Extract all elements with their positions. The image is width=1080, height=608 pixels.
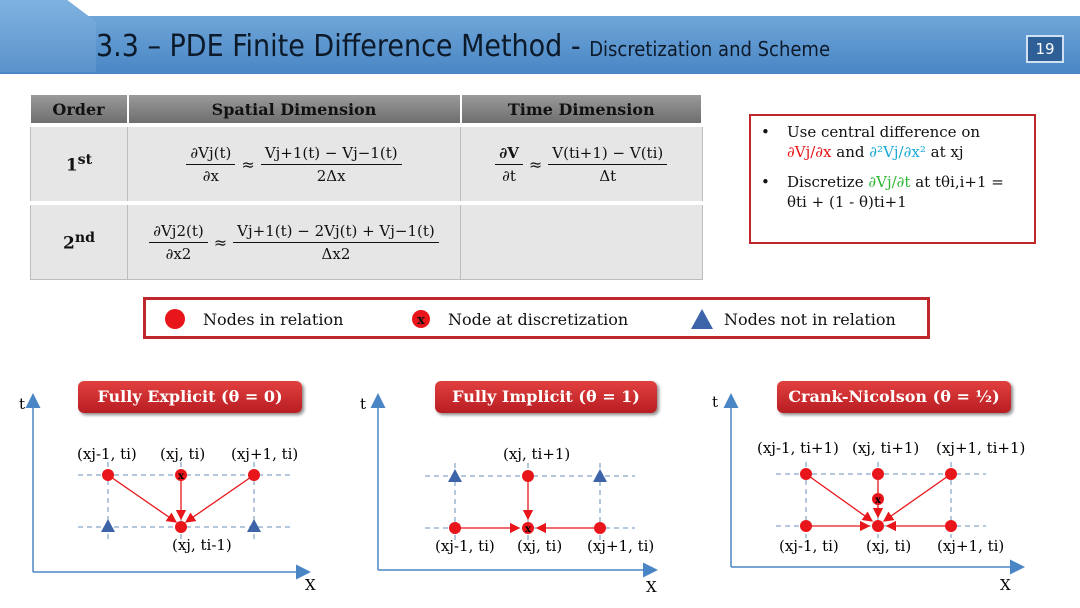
legend-red-node-icon	[165, 309, 185, 329]
legend-label-at-discretization: Node at discretization	[448, 310, 629, 329]
crank-label-top-right: (xj+1, ti+1)	[936, 439, 1026, 457]
node-in-relation	[175, 521, 187, 533]
header-order: Order	[31, 95, 128, 125]
node-in-relation	[522, 470, 534, 482]
implicit-axis-x-label: X	[646, 578, 657, 596]
crank-axis-x-label: X	[1000, 576, 1011, 594]
explicit-axis-x-label: X	[305, 576, 316, 594]
header-time: Time Dimension	[461, 95, 703, 125]
explicit-label-top-right: (xj+1, ti)	[231, 445, 299, 463]
slide-subtitle: Discretization and Scheme	[589, 37, 831, 61]
node-in-relation	[945, 520, 957, 532]
fraction-denominator: ∂x	[202, 166, 220, 185]
node-marker: x	[525, 524, 531, 535]
scheme-title-crank-nicolson: Crank-Nicolson (θ = ½)	[777, 381, 1011, 413]
node-in-relation	[102, 469, 114, 481]
implicit-label-bottom-mid: (xj, ti)	[517, 537, 563, 555]
explicit-label-top-left: (xj-1, ti)	[77, 445, 137, 463]
node-marker: x	[875, 495, 881, 506]
node-not-in-relation	[593, 469, 607, 482]
node-not-in-relation	[101, 519, 115, 532]
fraction-denominator: Δx2	[321, 244, 351, 263]
svg-text:x: x	[417, 313, 425, 328]
fraction-numerator: ∂V	[495, 144, 523, 165]
node-in-relation	[449, 522, 461, 534]
order-sup: nd	[74, 230, 96, 247]
explicit-label-bottom-mid: (xj, ti-1)	[172, 536, 232, 554]
fraction-numerator: Vj+1(t) − 2Vj(t) + Vj−1(t)	[233, 222, 439, 243]
header-spatial: Spatial Dimension	[128, 95, 461, 125]
order-value: 2	[62, 233, 75, 254]
implicit-diagram	[360, 395, 657, 596]
crank-label-top-left: (xj-1, ti+1)	[757, 439, 839, 457]
fraction-denominator: ∂t	[502, 166, 516, 185]
note-text: Discretize	[787, 173, 864, 191]
crank-nicolson-diagram	[712, 393, 1025, 594]
note-text: at tθi,i+1 =	[915, 173, 1004, 191]
node-in-relation	[800, 468, 812, 480]
legend-blue-triangle-icon	[691, 309, 713, 329]
node-not-in-relation	[448, 469, 462, 482]
fraction-numerator: ∂Vj(t)	[186, 144, 235, 165]
implicit-label-top-mid: (xj, ti+1)	[503, 445, 571, 463]
approx-symbol: ≈	[213, 232, 228, 252]
crank-label-bottom-mid: (xj, ti)	[866, 537, 912, 555]
fraction-denominator: 2Δx	[316, 166, 346, 185]
node-in-relation	[945, 468, 957, 480]
fraction-numerator: Vj+1(t) − Vj−1(t)	[261, 144, 402, 165]
implicit-label-bottom-right: (xj+1, ti)	[587, 537, 655, 555]
crank-label-bottom-left: (xj-1, ti)	[779, 537, 839, 555]
fraction-numerator: V(ti+1) − V(ti)	[548, 144, 667, 165]
order-value: 1	[65, 155, 78, 176]
node-in-relation	[872, 520, 884, 532]
fraction-denominator: Δt	[599, 166, 617, 185]
implicit-axis-t-label: t	[360, 395, 367, 413]
node-in-relation	[248, 469, 260, 481]
approx-symbol: ≈	[528, 154, 543, 174]
explicit-label-top-mid: (xj, ti)	[160, 445, 206, 463]
note-text: θti + (1 - θ)ti+1	[787, 193, 907, 211]
explicit-axis-t-label: t	[19, 395, 26, 413]
node-in-relation	[594, 522, 606, 534]
explicit-diagram	[19, 395, 316, 594]
node-in-relation	[872, 468, 884, 480]
note-text: at xj	[930, 143, 964, 161]
legend-discretization-node-icon	[412, 310, 430, 328]
stencil-arrow	[806, 474, 872, 521]
scheme-title-implicit: Fully Implicit (θ = 1)	[435, 381, 657, 413]
implicit-label-bottom-left: (xj-1, ti)	[435, 537, 495, 555]
note-first-derivative: ∂Vj/∂x	[787, 143, 832, 161]
legend-label-not-in-relation: Nodes not in relation	[724, 310, 896, 329]
stencil-arrow	[884, 474, 951, 521]
fraction-denominator: ∂x2	[165, 244, 192, 263]
page-number: 19	[1026, 35, 1064, 63]
legend-label-in-relation: Nodes in relation	[203, 310, 344, 329]
node-not-in-relation	[247, 519, 261, 532]
crank-label-top-mid: (xj, ti+1)	[852, 439, 920, 457]
slide-title-main: 3.3 – PDE Finite Difference Method -	[96, 29, 590, 64]
stencil-arrow	[108, 475, 176, 522]
node-marker: x	[178, 471, 184, 482]
node-in-relation	[800, 520, 812, 532]
crank-label-bottom-right: (xj+1, ti)	[937, 537, 1005, 555]
scheme-title-explicit: Fully Explicit (θ = 0)	[78, 381, 302, 413]
approx-symbol: ≈	[241, 154, 255, 174]
fraction-numerator: ∂Vj2(t)	[149, 222, 208, 243]
note-text: Use central difference on	[787, 123, 981, 141]
note-time-derivative: ∂Vj/∂t	[868, 173, 911, 191]
order-sup: st	[77, 152, 93, 169]
crank-axis-t-label: t	[712, 393, 719, 411]
note-text: and	[836, 143, 865, 161]
stencil-arrow	[186, 475, 254, 522]
note-second-derivative: ∂²Vj/∂x²	[869, 143, 926, 161]
